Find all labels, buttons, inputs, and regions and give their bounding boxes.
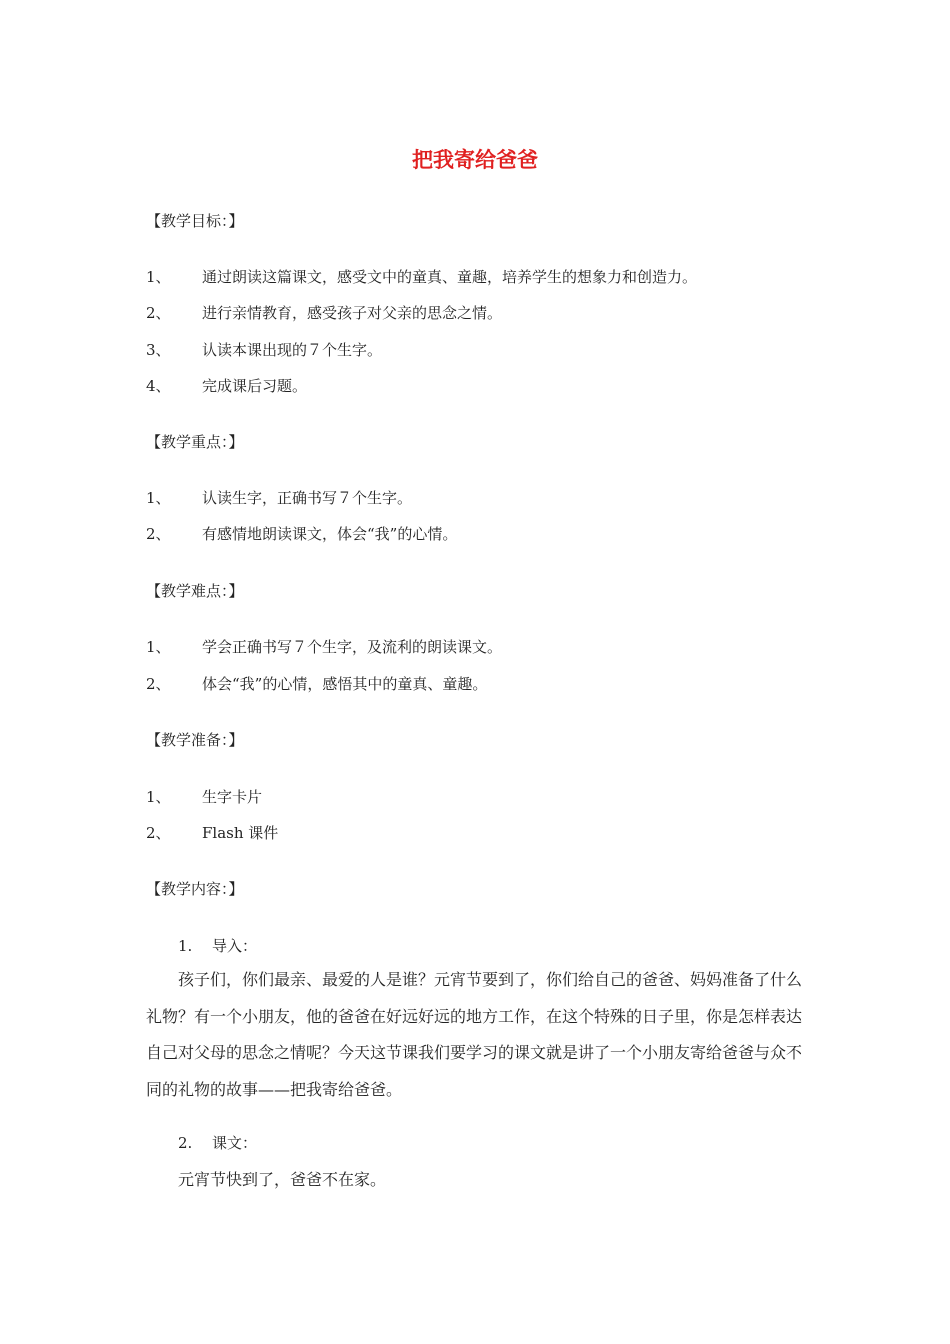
- list-item: 2、 进行亲情教育，感受孩子对父亲的思念之情。: [146, 304, 503, 322]
- list-item: 2、 Flash 课件: [146, 824, 279, 842]
- difficulties-heading: 【教学难点：】: [146, 582, 244, 600]
- key-points-heading: 【教学重点：】: [146, 433, 244, 451]
- content-heading: 【教学内容：】: [146, 880, 244, 898]
- step-text: 2. 课文：: [178, 1134, 258, 1152]
- list-item: 3、 认读本课出现的７个生字。: [146, 341, 383, 359]
- document-title: 把我寄给爸爸: [412, 148, 538, 172]
- list-item: 2、 体会“我”的心情，感悟其中的童真、童趣。: [146, 675, 488, 693]
- text-line: 元宵节快到了，爸爸不在家。: [178, 1170, 387, 1189]
- list-item: 4、 完成课后习题。: [146, 377, 308, 395]
- list-item: 1、 生字卡片: [146, 788, 263, 806]
- step-intro: 1. 导入：: [178, 937, 258, 955]
- list-item: 1、 学会正确书写７个生字，及流利的朗读课文。: [146, 638, 503, 656]
- list-item: 1、 通过朗读这篇课文，感受文中的童真、童趣，培养学生的想象力和创造力。: [146, 268, 698, 286]
- intro-paragraph: 孩子们，你们最亲、最爱的人是谁？元宵节要到了，你们给自己的爸爸、妈妈准备了什么礼物？有一个小朋友，他的爸爸在好远好远的地方工作，在这个特殊的日子里，你是怎样表达自己对父母的思念之情呢？今天这节课我们要学习的课文就是讲了一个小朋友寄给爸爸与众不同的礼物的故事——把我寄给爸爸。: [146, 970, 803, 1099]
- objectives-heading: 【教学目标：】: [146, 212, 244, 230]
- list-item: 2、 有感情地朗读课文，体会“我”的心情。: [146, 525, 458, 543]
- list-item: 1、 认读生字，正确书写７个生字。: [146, 489, 413, 507]
- preparation-heading: 【教学准备：】: [146, 731, 244, 749]
